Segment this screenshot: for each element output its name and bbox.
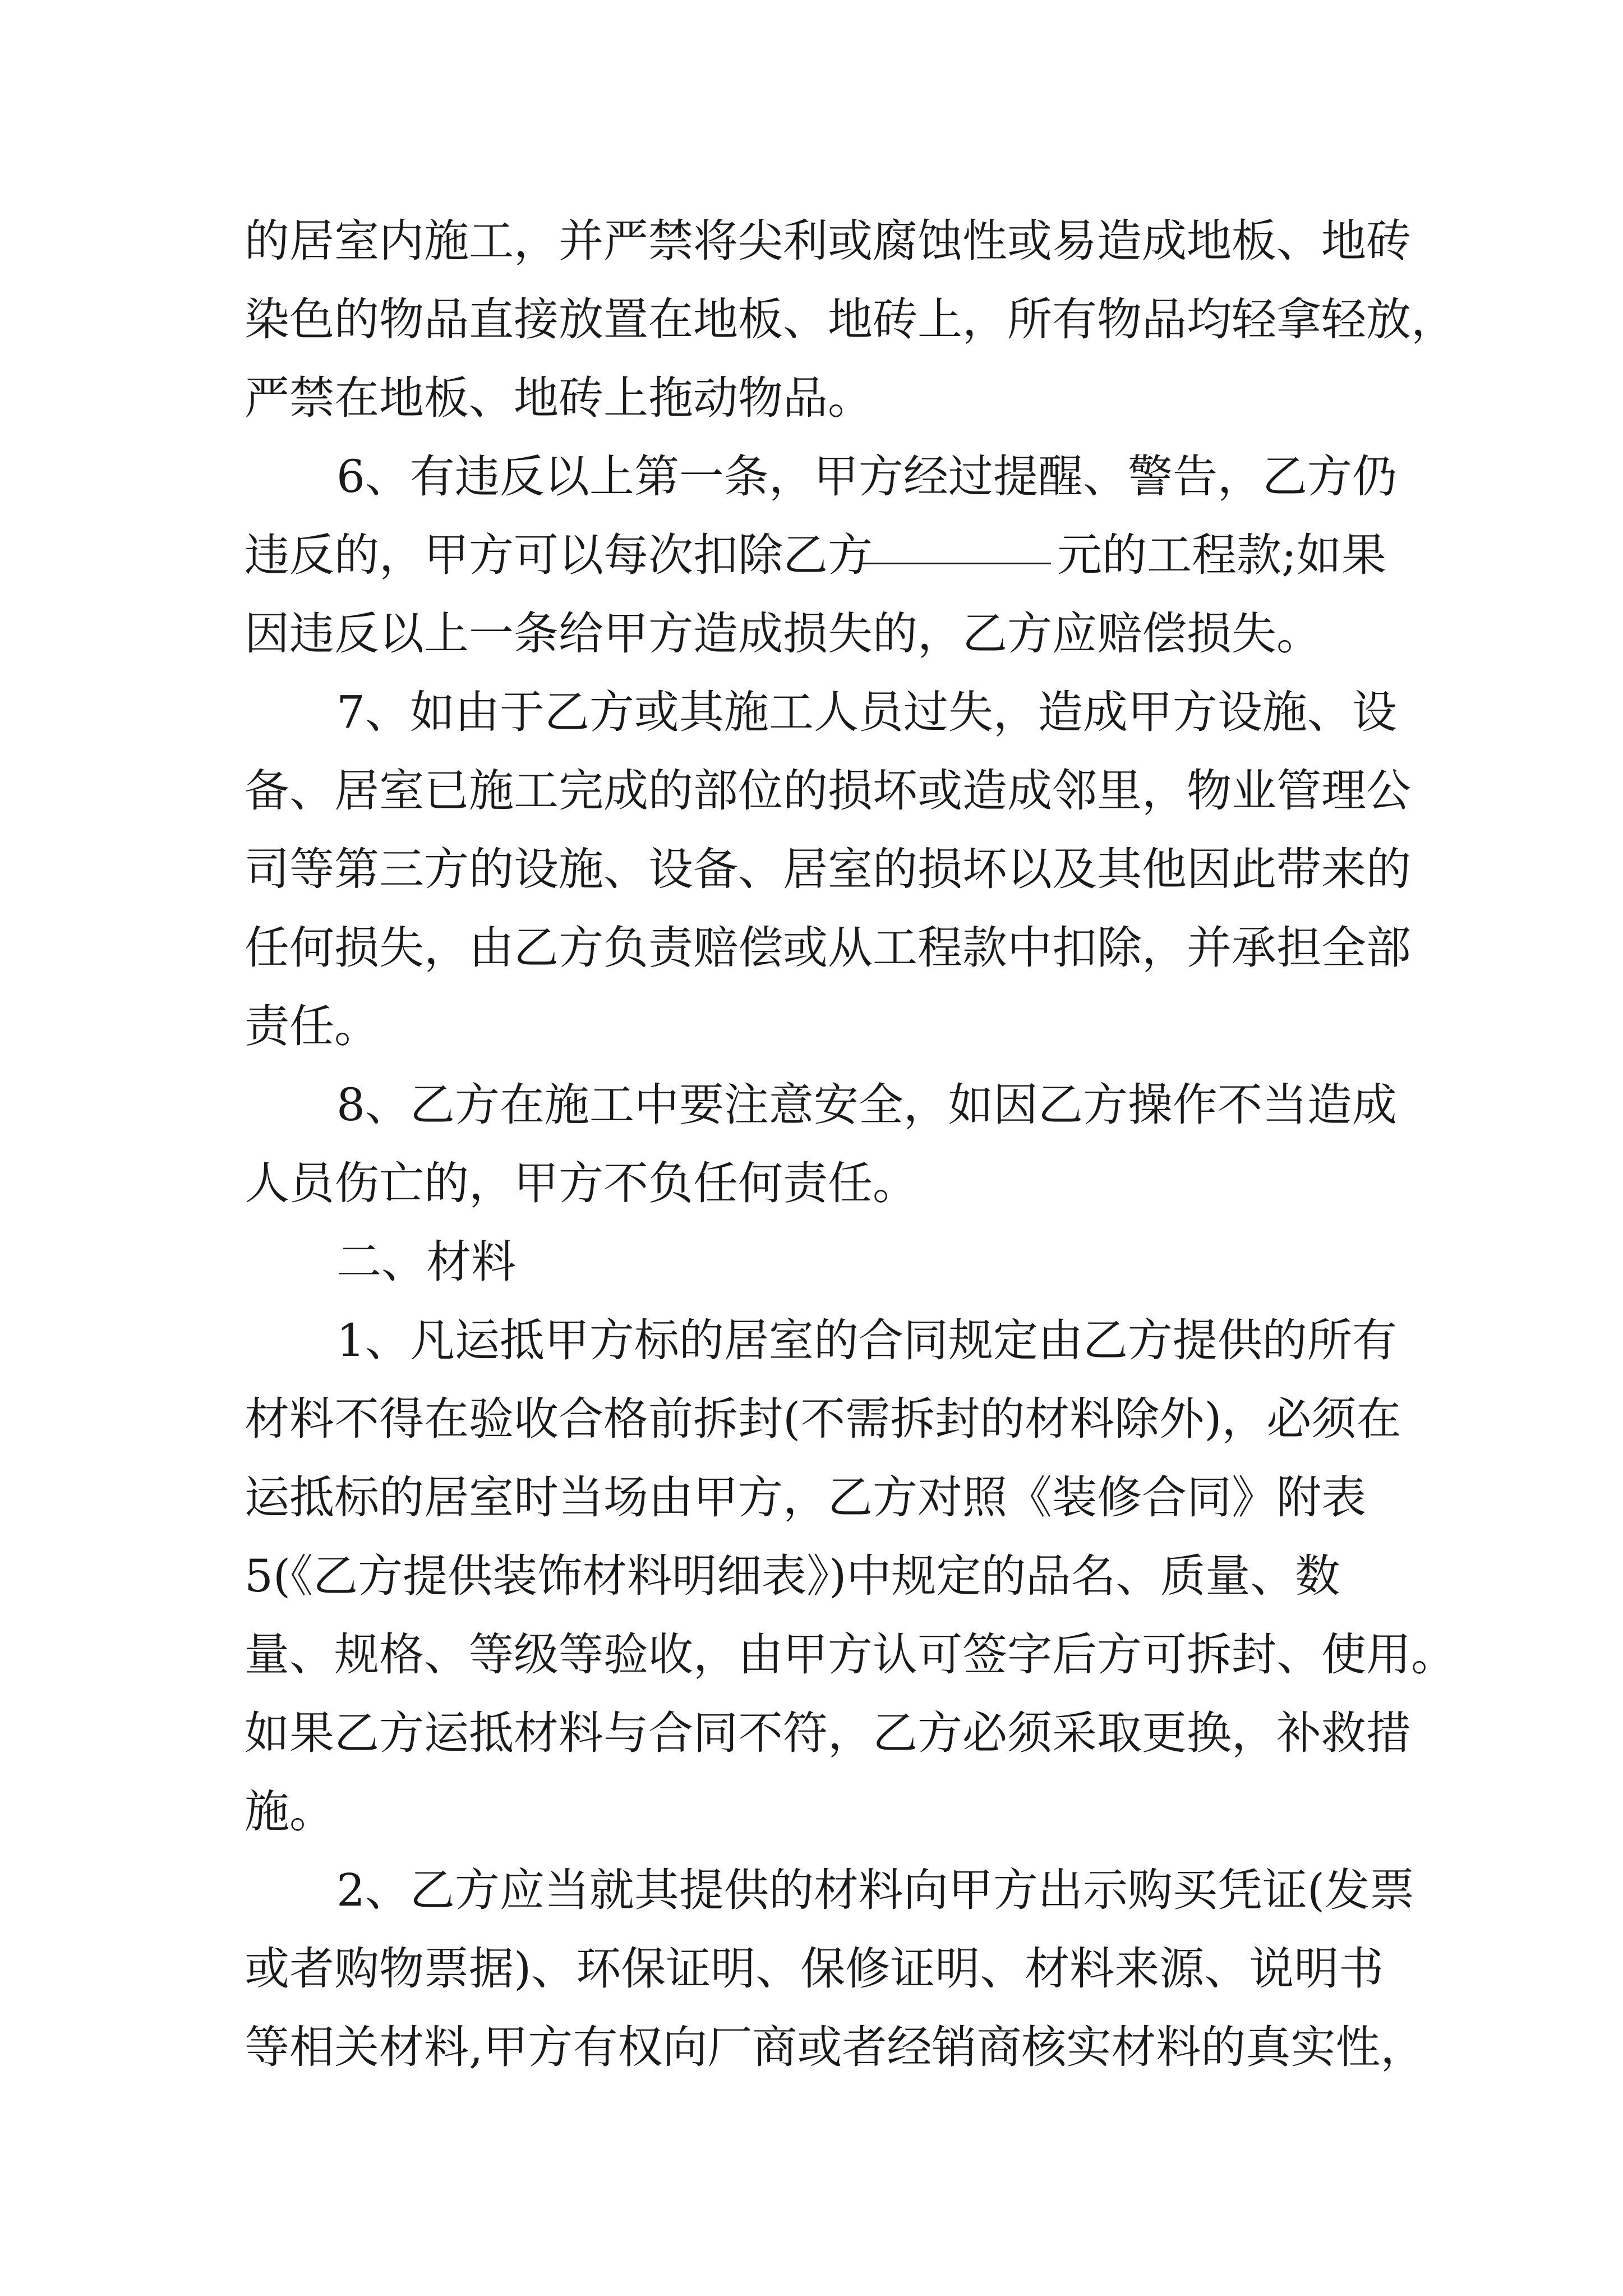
text-line	[0, 597, 1623, 670]
text-line	[0, 990, 1623, 1063]
text-line	[0, 1304, 1623, 1377]
text-line	[0, 440, 1623, 513]
text-line	[0, 1383, 1623, 1456]
text-line-content: 运抵标的居室时当场由甲方，乙方对照《装修合同》附表	[245, 1471, 1366, 1524]
text-line-content: 等相关材料,甲方有权向厂商或者经销商核实材料的真实性，	[245, 2021, 1426, 2073]
text-line-content: 5(《乙方提供装饰材料明细表》)中规定的品名、质量、数	[245, 1550, 1340, 1602]
text-line-content: 染色的物品直接放置在地板、地砖上，所有物品均轻拿轻放，	[245, 293, 1456, 346]
text-line	[0, 1854, 1623, 1927]
text-line-content: 违反的，甲方可以每次扣除乙方	[245, 529, 873, 581]
text-line-content: 量、规格、等级等验收，由甲方认可签字后方可拆封、使用。	[245, 1628, 1456, 1681]
text-line-content: 或者购物票据)、环保证明、保修证明、材料来源、说明书	[245, 1943, 1384, 1995]
text-line	[0, 519, 1623, 592]
fill-in-blank	[858, 519, 1053, 592]
text-line-content: 8、乙方在施工中要注意安全，如因乙方操作不当造成	[336, 1079, 1397, 1131]
text-line	[0, 1540, 1623, 1613]
text-line-content: 因违反以上一条给甲方造成损失的，乙方应赔偿损失。	[245, 608, 1321, 660]
text-line-content: 严禁在地板、地砖上拖动物品。	[245, 372, 873, 424]
text-line-content: 1、凡运抵甲方标的居室的合同规定由乙方提供的所有	[336, 1314, 1397, 1366]
text-line	[0, 2011, 1623, 2084]
text-line-content: 的居室内施工，并严禁将尖利或腐蚀性或易造成地板、地砖	[245, 215, 1411, 267]
text-line	[0, 676, 1623, 749]
text-line	[0, 912, 1623, 984]
text-line-content: 2、乙方应当就其提供的材料向甲方出示购买凭证(发票	[336, 1864, 1415, 1916]
text-line-content: 如果乙方运抵材料与合同不符，乙方必须采取更换，补救措	[245, 1707, 1411, 1759]
text-line	[0, 833, 1623, 906]
text-line-content: 人员伤亡的，甲方不负任何责任。	[245, 1157, 917, 1209]
text-line-content: 任何损失，由乙方负责赔偿或从工程款中扣除，并承担全部	[245, 922, 1411, 974]
text-line	[0, 754, 1623, 827]
text-line-content: 6、有违反以上第一条，甲方经过提醒、警告，乙方仍	[336, 450, 1397, 503]
section-heading-text: 二、材料	[336, 1236, 516, 1288]
text-line-content: 7、如由于乙方或其施工人员过失，造成甲方设施、设	[336, 686, 1397, 738]
text-line	[0, 362, 1623, 435]
text-line-content: 材料不得在验收合格前拆封(不需拆封的材料除外)，必须在	[245, 1393, 1401, 1445]
text-line-content: 元的工程款;如果	[1057, 529, 1386, 581]
text-line	[0, 1069, 1623, 1142]
text-line-content: 施。	[245, 1786, 334, 1838]
section-heading	[0, 1226, 1623, 1299]
text-line	[0, 1461, 1623, 1534]
text-line	[0, 1697, 1623, 1770]
text-line	[0, 1618, 1623, 1691]
text-line	[0, 283, 1623, 356]
text-line-content: 司等第三方的设施、设备、居室的损坏以及其他因此带来的	[245, 843, 1411, 895]
text-line	[0, 205, 1623, 278]
text-line	[0, 1932, 1623, 2005]
text-line-content: 备、居室已施工完成的部位的损坏或造成邻里，物业管理公	[245, 765, 1411, 817]
text-line	[0, 1775, 1623, 1848]
text-line-content: 责任。	[245, 1000, 379, 1052]
text-line	[0, 1147, 1623, 1220]
